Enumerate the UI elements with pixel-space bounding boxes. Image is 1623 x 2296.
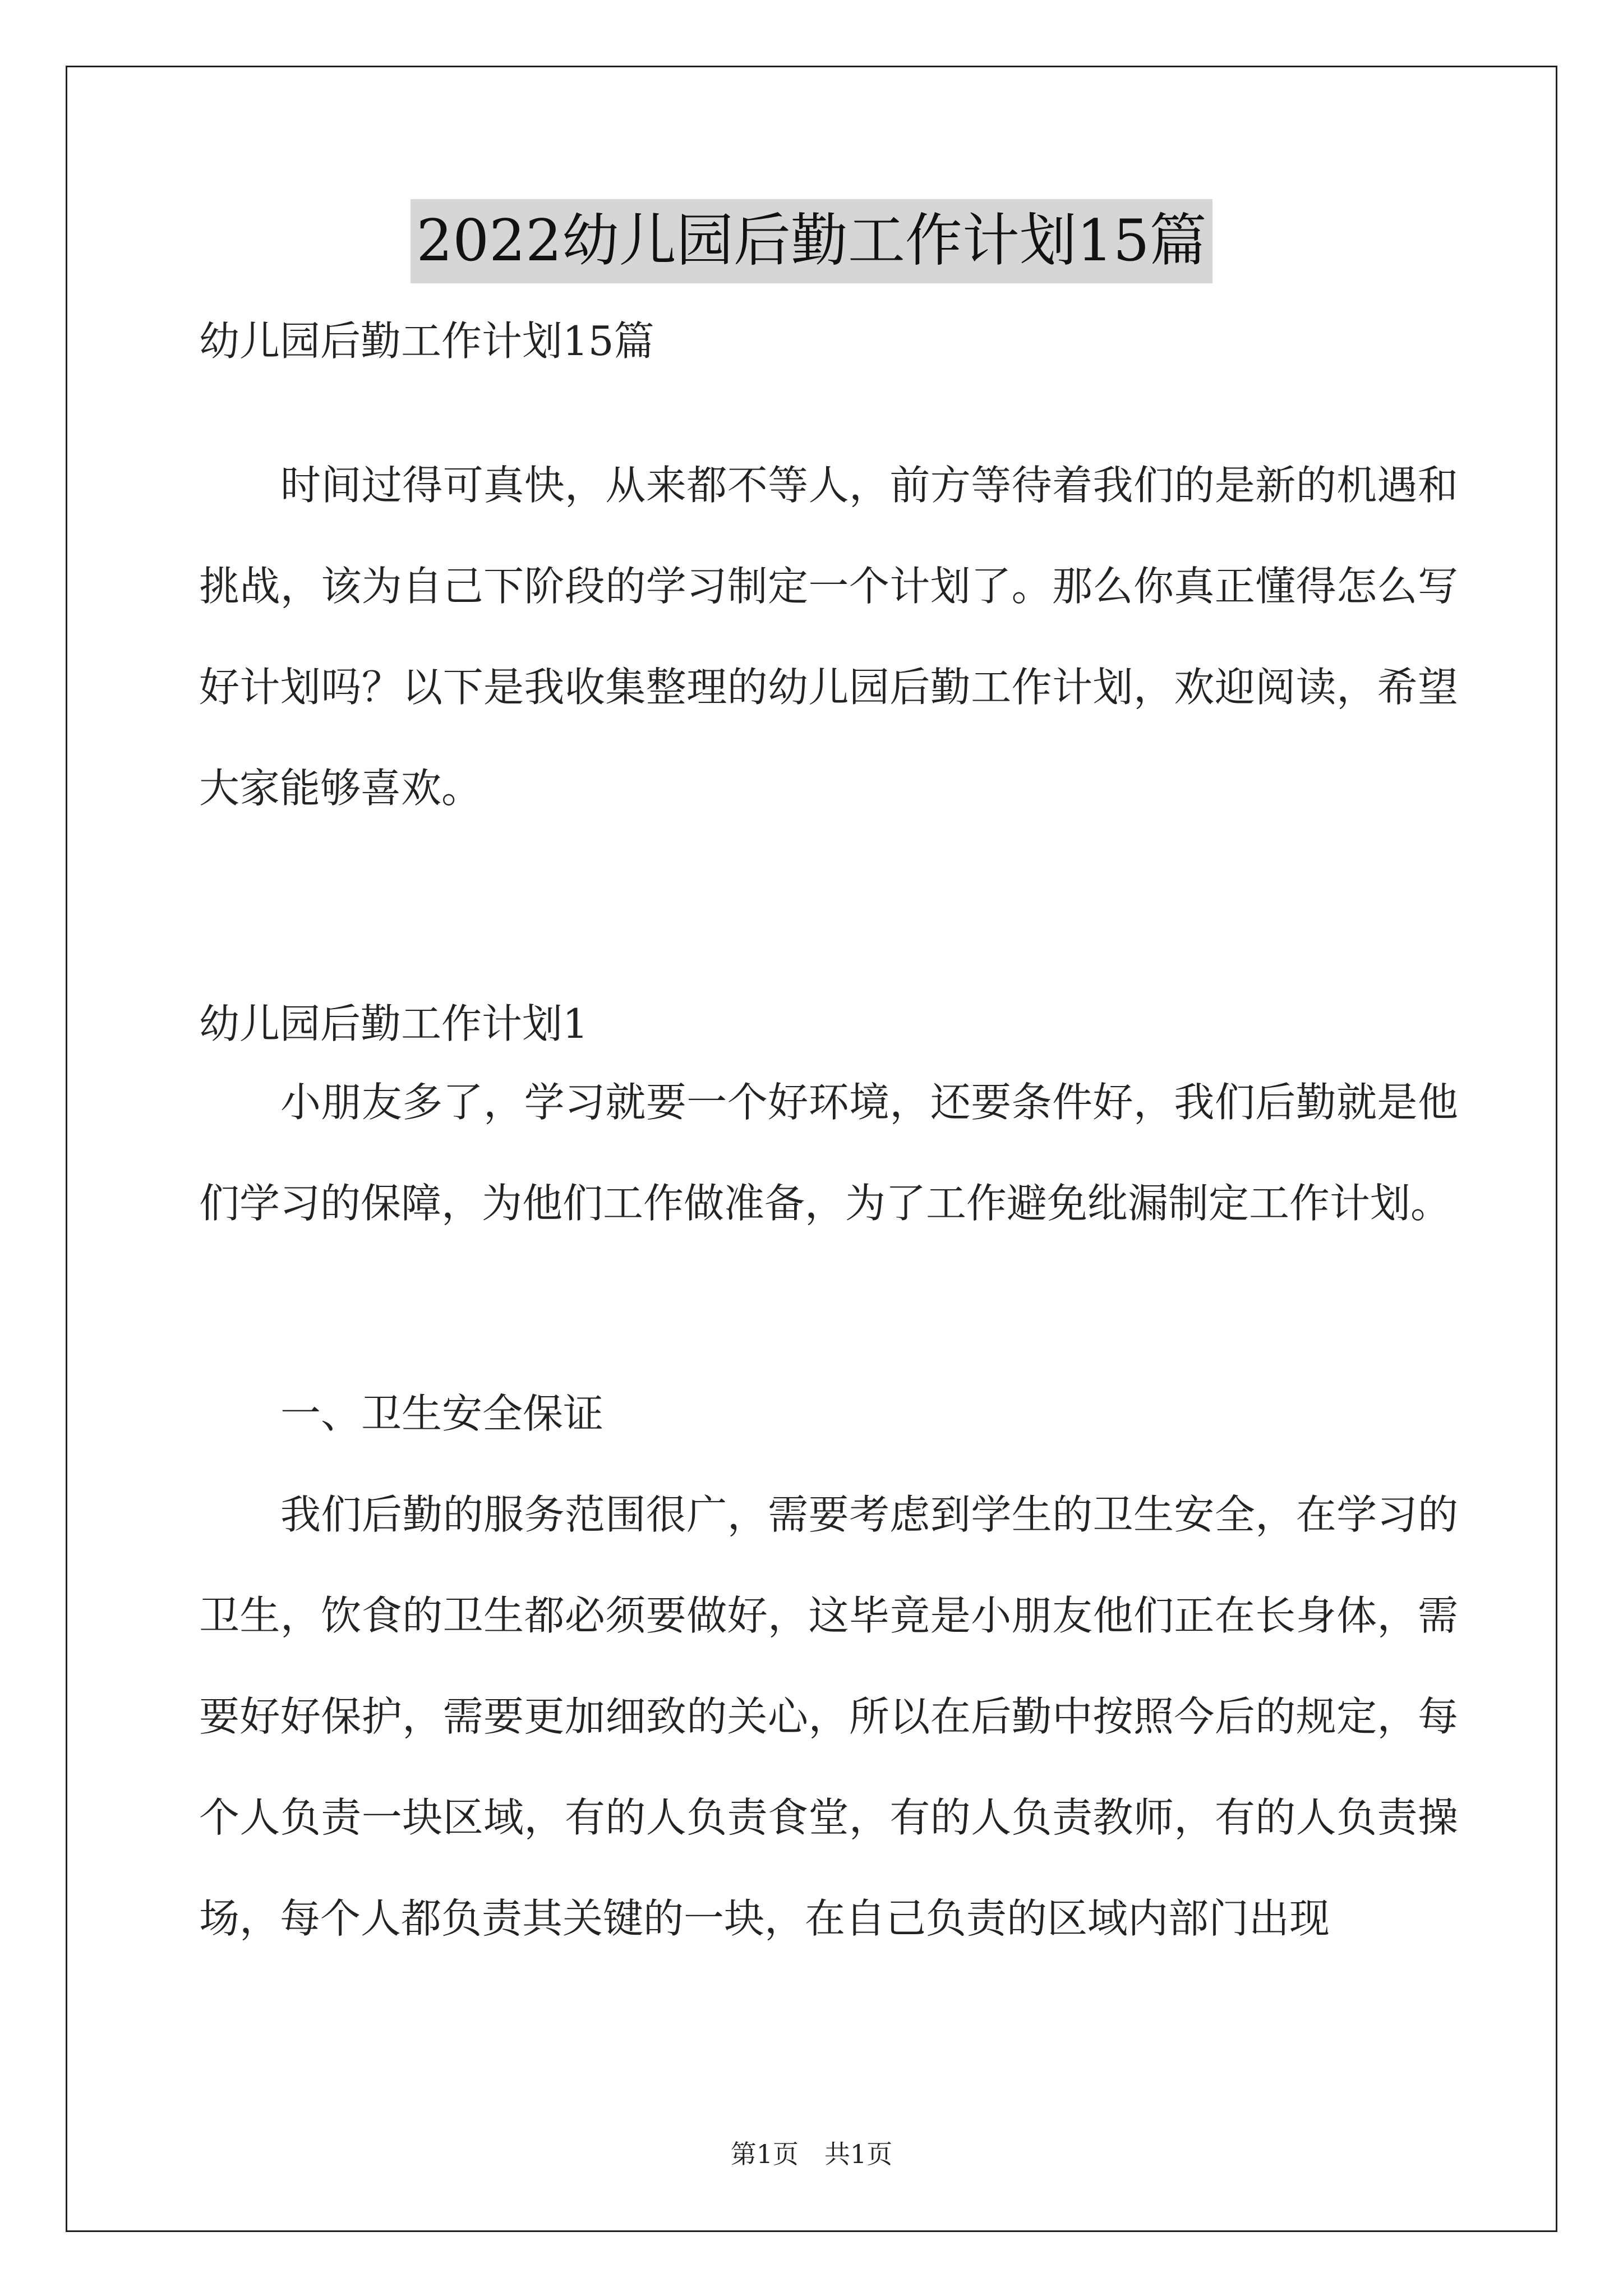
body-paragraph: 我们后勤的服务范围很广，需要考虑到学生的卫生安全，在学习的卫生，饮食的卫生都必须要做好，这毕竟是小朋友他们正在长身体，需要好好保护，需要更加细致的关心，所以在后勤中按照今后的规定，每个人负责一块区域，有的人负责食堂，有的人负责教师，有的人负责操场，每个人都负责其关键的一块，在自己负责的区域内部门出现 (199, 1491, 1458, 1942)
section-paragraph: 小朋友多了，学习就要一个好环境，还要条件好，我们后勤就是他们学习的保障，为他们工作做准备，为了工作避免纰漏制定工作计划。 (199, 1079, 1458, 1227)
page-number: 第1页 (730, 2139, 799, 2169)
section-heading: 一、卫生安全保证 (280, 1390, 604, 1437)
page-footer (0, 2137, 1623, 2171)
page-count: 共1页 (824, 2139, 893, 2169)
document-subtitle: 幼儿园后勤工作计划15篇 (199, 318, 654, 365)
document-title: 2022幼儿园后勤工作计划15篇 (411, 199, 1212, 283)
intro-paragraph: 时间过得可真快，从来都不等人，前方等待着我们的是新的机遇和挑战，该为自己下阶段的学习制定一个计划了。那么你真正懂得怎么写好计划吗？以下是我收集整理的幼儿园后勤工作计划，欢迎阅读，希望大家能够喜欢。 (199, 462, 1458, 812)
title-container (0, 199, 1623, 283)
section-title: 幼儿园后勤工作计划1 (199, 1000, 588, 1047)
